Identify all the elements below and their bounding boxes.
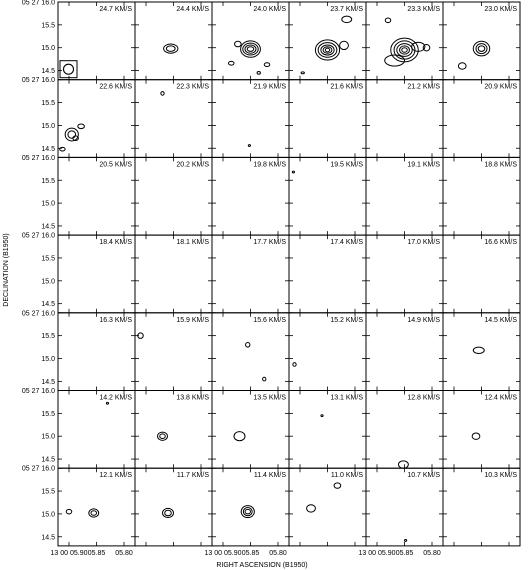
contour-line [246, 343, 250, 348]
channel-panel [366, 313, 443, 391]
panel-frame [443, 157, 520, 235]
panel-frame [212, 235, 289, 313]
velocity-label: 18.4 KM/S [99, 239, 132, 247]
panel-frame [443, 80, 520, 158]
velocity-label: 17.4 KM/S [330, 239, 363, 247]
contour-line [458, 63, 466, 69]
beam-box [60, 61, 77, 78]
channel-panel [289, 235, 366, 313]
channel-panel [135, 468, 212, 546]
panel-frame [289, 391, 366, 469]
dec-tick-label: 15.5 [41, 333, 55, 341]
channel-panel [135, 391, 212, 469]
contour-line [166, 46, 175, 51]
contour-line [245, 509, 251, 514]
ra-tick-label: 13 00 05.90 [50, 549, 88, 557]
velocity-label: 13.1 KM/S [330, 394, 363, 402]
velocity-label: 11.7 KM/S [176, 472, 209, 480]
contour-line [478, 46, 485, 51]
channel-panel [135, 157, 212, 235]
panel-frame [443, 313, 520, 391]
panel-frame [366, 80, 443, 158]
velocity-label: 24.4 KM/S [176, 6, 209, 13]
panel-frame [289, 468, 366, 546]
contour-line [89, 509, 99, 517]
velocity-label: 23.3 KM/S [407, 6, 440, 13]
dec-tick-label: 15.5 [41, 410, 55, 418]
velocity-label: 16.3 KM/S [99, 316, 132, 324]
velocity-label: 23.0 KM/S [484, 6, 517, 13]
velocity-label: 18.1 KM/S [176, 239, 209, 247]
channel-panel [212, 391, 289, 469]
channel-panel [443, 235, 520, 313]
velocity-label: 12.1 KM/S [99, 472, 132, 480]
dec-tick-label: 05 27 16.0 [21, 232, 55, 240]
contour-line [472, 433, 480, 439]
panel-frame [443, 235, 520, 313]
contour-line [342, 16, 352, 22]
channel-panel [366, 157, 443, 235]
contour-line [65, 128, 78, 141]
velocity-label: 20.9 KM/S [484, 83, 517, 91]
dec-tick-label: 14.5 [41, 534, 55, 542]
contour-line [405, 540, 407, 542]
contour-line [78, 124, 85, 129]
panel-frame [289, 2, 366, 80]
panel-frame [366, 391, 443, 469]
velocity-label: 16.6 KM/S [484, 239, 517, 247]
velocity-label: 21.6 KM/S [330, 83, 363, 91]
ra-tick-label: 13 00 05.90 [358, 549, 396, 557]
panel-frame [135, 157, 212, 235]
contour-line [423, 45, 430, 51]
velocity-label: 20.5 KM/S [99, 161, 132, 169]
panel-frame [289, 235, 366, 313]
channel-panel [366, 391, 443, 469]
ra-tick-label: 05.85 [395, 549, 414, 557]
channel-panel [212, 313, 289, 391]
velocity-label: 21.9 KM/S [253, 83, 286, 91]
contour-line [334, 483, 341, 488]
contour-line [91, 511, 97, 516]
channel-panel [366, 468, 443, 546]
contour-line [106, 402, 108, 404]
contour-line [398, 461, 408, 468]
velocity-label: 11.0 KM/S [330, 472, 363, 480]
contour-line [307, 505, 316, 512]
beam-ellipse [64, 64, 74, 74]
ra-tick-label: 13 00 05.90 [204, 549, 242, 557]
panel-frame [135, 391, 212, 469]
contour-line [385, 18, 391, 23]
velocity-label: 23.7 KM/S [330, 6, 363, 13]
y-axis-label: DECLINATION (B1950) [3, 233, 10, 307]
contour-line [301, 72, 304, 74]
panel-frame [58, 468, 135, 546]
dec-tick-label: 05 27 16.0 [21, 154, 55, 162]
channel-panel [289, 313, 366, 391]
velocity-label: 19.8 KM/S [253, 161, 286, 169]
channel-panel [289, 157, 366, 235]
panel-frame [135, 235, 212, 313]
contour-line [340, 41, 349, 49]
ra-tick-label: 05.85 [241, 549, 260, 557]
dec-tick-label: 15.5 [41, 100, 55, 108]
panel-frame [366, 157, 443, 235]
channel-panel [366, 235, 443, 313]
channel-panel [135, 235, 212, 313]
channel-panel [135, 80, 212, 158]
panel-frame [58, 157, 135, 235]
channel-panel [58, 157, 135, 235]
velocity-label: 17.7 KM/S [253, 239, 286, 247]
dec-tick-label: 15.0 [41, 278, 55, 286]
dec-tick-label: 14.5 [41, 68, 55, 76]
velocity-label: 14.5 KM/S [484, 316, 517, 324]
velocity-label: 13.5 KM/S [253, 394, 286, 402]
velocity-label: 12.8 KM/S [407, 394, 440, 402]
ra-tick-label: 05.80 [423, 549, 441, 557]
velocity-label: 19.1 KM/S [407, 161, 440, 169]
channel-panel [58, 2, 135, 80]
contour-line [325, 48, 329, 52]
velocity-label: 18.8 KM/S [484, 161, 517, 169]
axis-layer [22, 0, 441, 557]
channel-panel [135, 313, 212, 391]
panel-frame [289, 157, 366, 235]
velocity-label: 17.0 KM/S [407, 239, 440, 247]
channel-panel [289, 2, 366, 80]
dec-tick-label: 15.0 [41, 511, 55, 519]
panel-frame [58, 80, 135, 158]
contour-line [161, 92, 164, 96]
panel-frame [58, 391, 135, 469]
panel-frame [58, 313, 135, 391]
contour-layer [60, 16, 490, 541]
dec-tick-label: 14.5 [41, 223, 55, 231]
velocity-label: 11.4 KM/S [253, 472, 286, 480]
dec-tick-label: 14.5 [41, 378, 55, 386]
panel-frame [366, 468, 443, 546]
panel-frame [366, 235, 443, 313]
velocity-label: 20.2 KM/S [176, 161, 209, 169]
dec-tick-label: 15.0 [41, 356, 55, 364]
velocity-label: 12.4 KM/S [484, 394, 517, 402]
channel-panel [443, 391, 520, 469]
contour-line [247, 47, 254, 52]
dec-tick-label: 05 27 16.0 [21, 0, 55, 7]
channel-panel [443, 313, 520, 391]
panel-frame [58, 235, 135, 313]
velocity-label: 22.3 KM/S [176, 83, 209, 91]
channel-panel [443, 80, 520, 158]
channel-panel [212, 235, 289, 313]
dec-tick-label: 14.5 [41, 301, 55, 309]
panel-frame [289, 80, 366, 158]
dec-tick-label: 15.0 [41, 45, 55, 53]
channel-panel [58, 391, 135, 469]
contour-line [160, 434, 166, 439]
channel-panel [58, 313, 135, 391]
panel-frame [135, 468, 212, 546]
x-axis-label: RIGHT ASCENSION (B1950) [216, 562, 308, 569]
contour-line [473, 347, 484, 353]
dec-tick-label: 14.5 [41, 456, 55, 464]
panel-frame [212, 157, 289, 235]
velocity-label: 15.2 KM/S [330, 316, 363, 324]
contour-line [165, 510, 172, 515]
contour-line [248, 145, 250, 147]
velocity-label: 15.6 KM/S [253, 316, 286, 324]
dec-tick-label: 15.5 [41, 255, 55, 263]
dec-tick-label: 15.5 [41, 22, 55, 30]
contour-line [68, 131, 76, 138]
panel-frame [212, 391, 289, 469]
ra-tick-label: 05.80 [115, 549, 133, 557]
dec-tick-label: 15.0 [41, 122, 55, 130]
channel-panel [58, 468, 135, 546]
channel-panels [58, 2, 520, 546]
panel-frame [443, 391, 520, 469]
dec-tick-label: 14.5 [41, 145, 55, 153]
panel-frame [135, 2, 212, 80]
panel-frame [212, 468, 289, 546]
contour-line [245, 45, 256, 53]
contour-line [229, 61, 235, 65]
velocity-label: 14.9 KM/S [407, 316, 440, 324]
channel-panel [443, 468, 520, 546]
channel-panel [58, 235, 135, 313]
velocity-label: 10.7 KM/S [407, 472, 440, 480]
contour-line [60, 147, 66, 151]
contour-line [400, 46, 410, 54]
velocity-label: 24.7 KM/S [99, 6, 132, 13]
dec-tick-label: 05 27 16.0 [21, 388, 55, 395]
velocity-label: 22.6 KM/S [99, 83, 132, 91]
channel-panel [366, 80, 443, 158]
dec-tick-label: 15.0 [41, 433, 55, 441]
velocity-label: 21.2 KM/S [407, 83, 440, 91]
dec-tick-label: 15.5 [41, 488, 55, 496]
channel-panel [443, 157, 520, 235]
contour-line [292, 171, 294, 173]
contour-line [321, 415, 323, 417]
dec-tick-label: 05 27 16.0 [21, 310, 55, 318]
contour-line [264, 63, 270, 67]
contour-line [293, 363, 296, 367]
panel-frame [289, 313, 366, 391]
channel-panel [289, 80, 366, 158]
channel-panel [212, 157, 289, 235]
panel-frame [443, 468, 520, 546]
channel-panel [289, 391, 366, 469]
panel-frame [135, 80, 212, 158]
velocity-label: 15.9 KM/S [176, 316, 209, 324]
contour-line [476, 44, 487, 54]
panel-frame [135, 313, 212, 391]
velocity-label: 13.8 KM/S [176, 394, 209, 402]
channel-panel [212, 468, 289, 546]
dec-tick-label: 05 27 16.0 [21, 77, 55, 85]
contour-line [402, 48, 408, 53]
contour-line [263, 377, 266, 381]
contour-line [385, 55, 405, 66]
contour-line [235, 41, 242, 46]
dec-tick-label: 15.5 [41, 177, 55, 185]
velocity-label: 10.3 KM/S [484, 472, 517, 480]
dec-tick-label: 05 27 16.0 [21, 465, 55, 473]
panel-frame [212, 313, 289, 391]
velocity-label: 14.2 KM/S [99, 394, 132, 402]
dec-tick-label: 15.0 [41, 200, 55, 208]
panel-frame [58, 2, 135, 80]
velocity-label: 24.0 KM/S [253, 6, 286, 13]
panel-frame [366, 313, 443, 391]
channel-panel [58, 80, 135, 158]
ra-tick-label: 05.85 [87, 549, 106, 557]
contour-line [158, 432, 168, 440]
contour-line [66, 509, 72, 514]
velocity-label: 19.5 KM/S [330, 161, 363, 169]
ra-tick-label: 05.80 [269, 549, 287, 557]
contour-line [234, 432, 245, 441]
contour-line [257, 71, 260, 74]
channel-panel [135, 2, 212, 80]
channel-panel [289, 468, 366, 546]
